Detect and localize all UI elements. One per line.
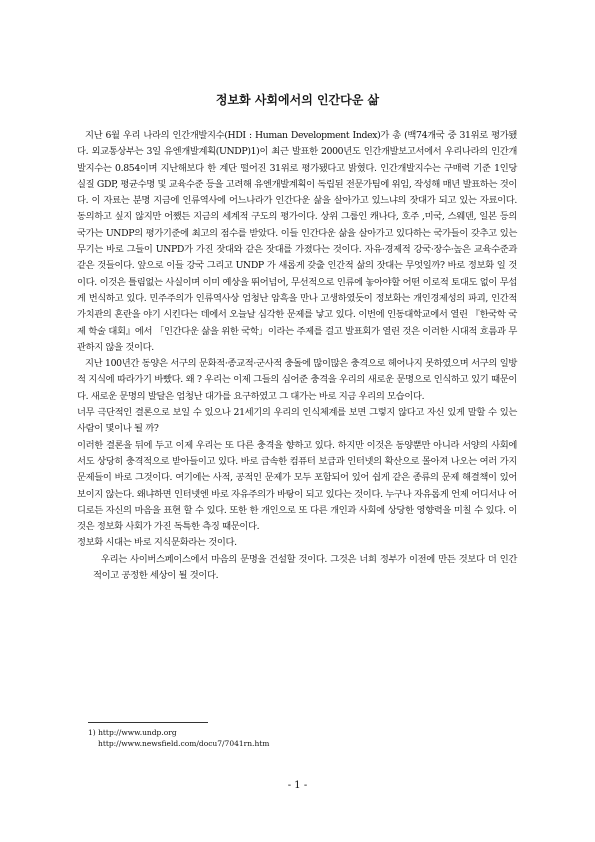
paragraph-1: 지난 6월 우리 나라의 인간개발지수(HDI : Human Development Index)가 총 (백74개국 중 31위로 평가됐다. 외교통상부는 3일 유엔개발계획(UNDP)1)이 최근 발표한 2000년도 인간개발보고서에서 우리나라의 인간개발지수는 0.854이며 지난해보다 한 계단 떨어진 31위로 평가됐다고 밝혔다. 인간개발지수는 구매력 기준 1인당 실질 GDP, 평균수명 및 교육수준 등을 고려해 유엔개발계획이 독립된 전문가팀에 위임, 작성해 매년 발표하는 것이다. 이 자료는 분명 지금에 인류역사에 어느나라가 인간다운 삶을 살아가고 있느냐의 잣대가 되고 있는 자료이다. 동의하고 싶지 않지만 어쨌든 지금의 세계적 구도의 평가이다. 상위 그룹인 캐나다, 호주 ,미국, 스웨덴, 일본 등의 국가는 UNDP의 평가기준에 최고의 점수를 받았다. 이들 인간다운 삶을 살아가고 있다하는 국가들이 갖추고 있는 무기는 바로 그들이 UNPD가 가진 잣대와 같은 잣대를 가졌다는 것이다. 자유·경제적 강국·장수·높은 교육수준과 같은 것들이다. 앞으로 이들 강국 그리고 UNDP 가 새롭게 갖출 인간적 삶의 잣대는 무엇일까? 바로 정보화 일 것이다. 이것은 틀림없는 사실이며 이미 예상을 뛰어넘어, 무선적으로 인류에 놓아야할 어떤 이로적 토대도 없이 무섭게 번식하고 있다. 민주주의가 인류역사상 엄청난 암흑을 만나 고생하였듯이 정보화는 개인경제성의 파괴, 인간적 가치관의 혼란을 야기 시킨다는 데에서 오늘날 심각한 문제를 낳고 있다. 이번에 인동대학교에서 열린 『한국학 국제 학술 대회』에서 「인간다운 삶을 위한 국학」이라는 주제를 걸고 발표회가 열린 것은 이러한 시대적 흐름과 무관하지 않을 것이다. xyxy=(77,130,517,353)
document-body xyxy=(77,128,517,584)
page-number: - 1 - xyxy=(287,780,308,791)
footnotes xyxy=(88,728,508,749)
paragraph-5: 정보화 시대는 바로 지식문화라는 것이다. xyxy=(77,537,237,549)
document-title: 정보화 사회에서의 인간다운 삶 xyxy=(215,93,380,107)
quote-paragraph: 우리는 사이버스페이스에서 마음의 문명을 건설할 것이다. 그것은 너희 정부가 이전에 만든 것보다 더 인간적이고 공정한 세상이 될 것이다. xyxy=(93,553,517,582)
paragraph-2: 지난 100년간 동양은 서구의 문화적·종교적·군사적 충돌에 많이많은 충격으로 헤어나지 못하였으며 서구의 일방적 지식에 따라가기 바빴다. 왜 ? 우리는 이제 그들의 심어준 충격을 우리의 새로운 문명으로 인식하고 있기 때문이다. 새로운 문명의 발달은 엄청난 대가를 요구하였고 그 대가는 바로 지금 우리의 모습이다. xyxy=(77,358,517,402)
paragraph-3: 너무 극단적인 결론으로 보일 수 있으나 21세기의 우리의 인식체계를 보면 그렇지 않다고 자신 있게 말할 수 있는 사람이 몇이나 될 까? xyxy=(77,407,517,435)
paragraph-4: 이러한 결론을 뒤에 두고 이제 우리는 또 다른 충격을 향하고 있다. 하지만 이것은 동양뿐만 아니라 서양의 사회에서도 상당히 충격적으로 받아들이고 있다. 바로 급속한 컴퓨터 보급과 인터넷의 확산으로 몰아져 나오는 여러 가지 문제들이 바로 그것이다. 여기에는 사적, 공적인 문제가 모두 포함되어 있어 쉽게 같은 종류의 문제 해결책이 있어 보이지 않는다. 왜냐하면 인터넷엔 바로 자유주의가 바탕이 되고 있다는 것이다. 누구나 자유롭게 언제 어디서나 어디로든 자신의 마음을 표현 할 수 있다. 또한 한 개인으로 또 다른 개인과 사회에 상당한 영향력을 미칠 수 있다. 이것은 정보화 사회가 가진 독특한 측징 때문이다. xyxy=(77,439,517,533)
footnote-1: 1) http://www.undp.org xyxy=(88,728,177,737)
footnote-2: http://www.newsfield.com/docu7/7041rn.htm xyxy=(98,738,270,748)
footnote-divider xyxy=(88,722,208,723)
